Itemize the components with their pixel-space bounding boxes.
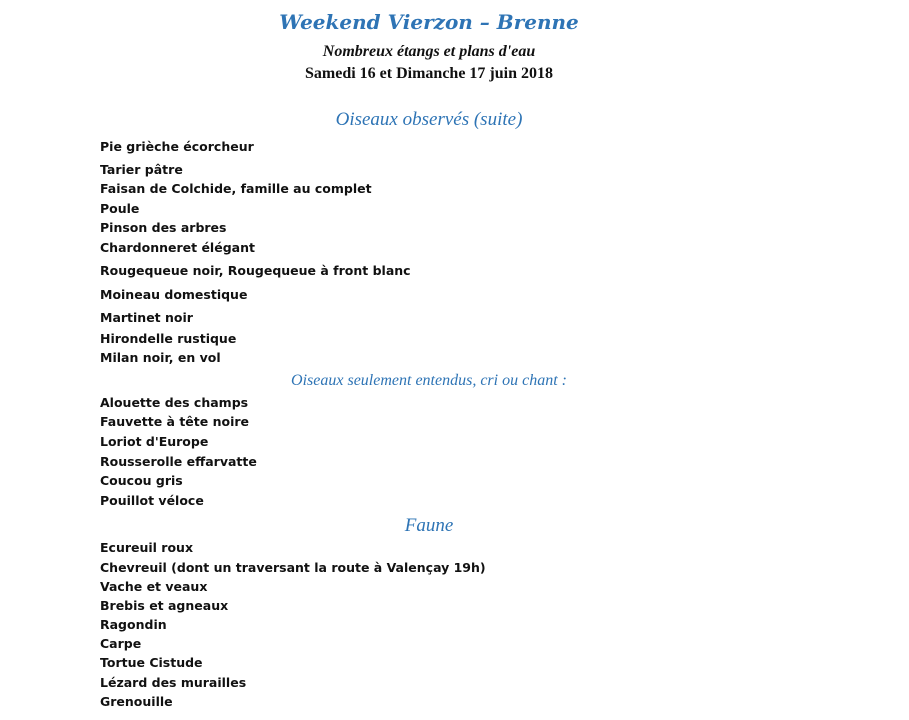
list-item: Martinet noir xyxy=(100,310,193,325)
list-item: Tortue Cistude xyxy=(100,655,203,670)
list-item: Moineau domestique xyxy=(100,287,248,302)
document-subtitle: Nombreux étangs et plans d'eau xyxy=(322,43,536,60)
list-item: Ragondin xyxy=(100,617,167,632)
list-item: Faisan de Colchide, famille au complet xyxy=(100,181,372,196)
list-item: Alouette des champs xyxy=(100,395,249,410)
list-item: Lézard des murailles xyxy=(100,675,247,690)
list-item: Chevreuil (dont un traversant la route à Valençay 19h) xyxy=(100,560,486,575)
section-heading-fauna: Faune xyxy=(404,515,454,536)
list-item: Milan noir, en vol xyxy=(100,350,221,365)
list-item: Pie grièche écorcheur xyxy=(100,139,254,154)
list-item: Fauvette à tête noire xyxy=(100,414,250,429)
document-title: Weekend Vierzon – Brenne xyxy=(279,10,579,34)
list-item: Ecureuil roux xyxy=(100,540,194,555)
list-item: Tarier pâtre xyxy=(100,162,183,177)
list-item: Hirondelle rustique xyxy=(100,331,237,346)
list-item: Pinson des arbres xyxy=(100,220,227,235)
section-heading-observed-birds: Oiseaux observés (suite) xyxy=(335,109,523,130)
list-item: Chardonneret élégant xyxy=(100,240,255,255)
document-date: Samedi 16 et Dimanche 17 juin 2018 xyxy=(305,65,553,82)
section-heading-heard-birds: Oiseaux seulement entendus, cri ou chant : xyxy=(291,372,567,389)
list-item: Rousserolle effarvatte xyxy=(100,454,257,469)
list-item: Brebis et agneaux xyxy=(100,598,229,613)
list-item: Vache et veaux xyxy=(100,579,208,594)
list-item: Carpe xyxy=(100,636,142,651)
list-item: Rougequeue noir, Rougequeue à front blanc xyxy=(100,263,411,278)
list-item: Grenouille xyxy=(100,694,173,709)
list-item: Loriot d'Europe xyxy=(100,434,209,449)
list-item: Poule xyxy=(100,201,140,216)
list-item: Coucou gris xyxy=(100,473,183,488)
list-item: Pouillot véloce xyxy=(100,493,204,508)
